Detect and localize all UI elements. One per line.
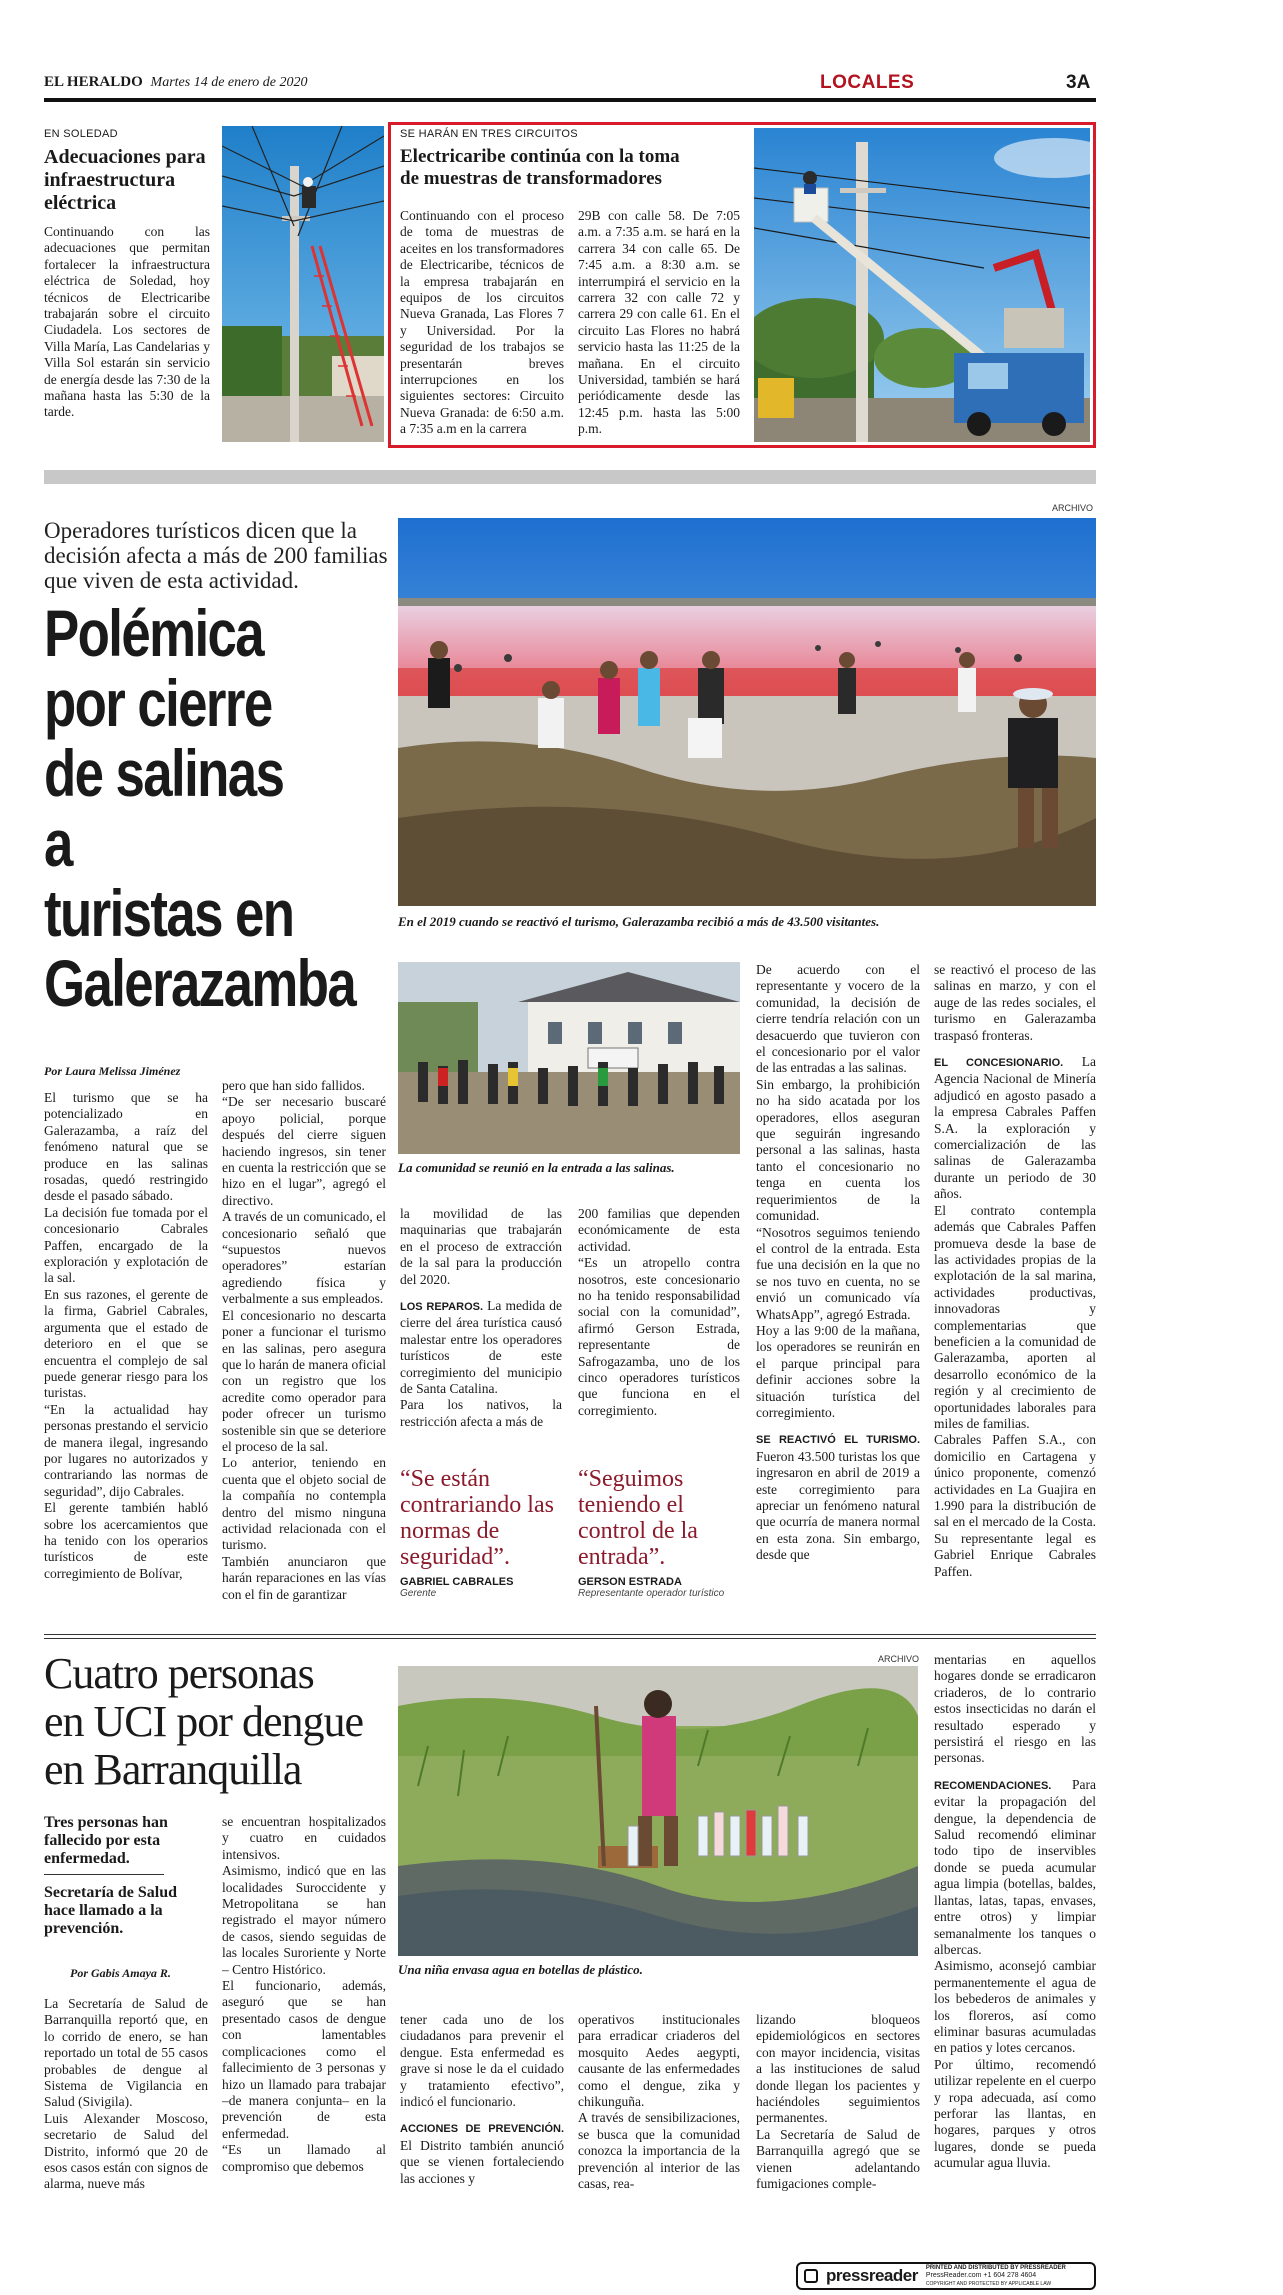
story4-col6b-text: Para evitar la propagación del dengue, la dependencia de Salud recomendó eliminar todo tipo de inservibles donde se pueda acumular agua limpia (botellas, baldes, llantas, latas, tapas, envases, entre otros) y limpiar semanalmente los tanques o albercas. Asimismo, aconsejó cambiar permanentemente el agua de los bebederos de animales y los floreros, así como eliminar basuras acumuladas en patios y lotes cercanos. Por último, recomendó utilizar repelente en el cuerpo y ropa adecuada, así como perforar las llantas, en hogares, parques y otros lugares, donde se pueda acumular agua lluvia.	[934, 1776, 1096, 2171]
story4-col5-text: lizando bloqueos epidemiológicos en sectores con mayor incidencia, visitas a las instituciones de salud donde llegan los pacientes y haciéndoles seguimientos permanentes. La Secretaría de Salud de Barranquilla agregó que se vienen adelantando fumigaciones comple-	[756, 2012, 920, 2192]
story3-col5-para	[756, 1431, 920, 1563]
pressreader-text	[926, 2264, 1066, 2288]
story2-photo	[754, 128, 1090, 442]
story4-col4	[578, 2012, 740, 2196]
quote1-name: GABRIEL CABRALES	[400, 1576, 514, 1588]
story3-col6-para	[934, 1054, 1096, 1580]
section-label: LOCALES	[820, 72, 915, 93]
story3-photo-credit: ARCHIVO	[1052, 503, 1094, 513]
water-bottles-photo	[398, 1666, 918, 1956]
story3-headline-line5: Galerazamba	[44, 946, 356, 1020]
story2-headline: Electricaribe continúa con la toma de muestras de transformadores	[400, 146, 680, 189]
story2-col2: 29B con calle 58. De 7:05 a.m. a 7:35 a.m. se hará en la carrera 34 con calle 65. De 7:45 a.m. a 8:30 a.m. se interrumpirá el servicio en la carrera 32 con calle 72 y carrera 29 con calle 61. En el circuito Las Flores no habrá servicio hasta las 11:25 de la mañana. En el circuito Universidad, también se hará periódicamente desde las 12:45 p.m. hasta las 5:00 p.m.	[578, 208, 740, 437]
story4-bullet2: Secretaría de Salud hace llamado a la prevención.	[44, 1884, 178, 1937]
story1-kicker: EN SOLEDAD	[44, 128, 118, 140]
pressreader-badge	[796, 2262, 1096, 2290]
quote2-role: Representante operador turístico	[578, 1588, 725, 1599]
page-number: 3A	[1066, 72, 1091, 93]
pressreader-line2: PressReader.com +1 604 278 4604	[925, 2272, 1037, 2279]
story3-col3-para	[400, 1298, 562, 1430]
story3-col3-lead: LOS REPAROS.	[400, 1301, 484, 1314]
story3-headline	[44, 598, 394, 1018]
story3-col5b-text: Fueron 43.500 turistas los que ingresaron en abril de 2019 a este corregimiento para apreciar un fenómeno natural que ocurría de manera normal en esta zona. Sin embargo, desde que	[756, 1448, 920, 1563]
story3-headline-line2: por cierre	[44, 666, 272, 740]
story3-col6-lead: EL CONCESIONARIO.	[934, 1057, 1064, 1070]
story4-col3-lead: ACCIONES DE PREVENCIÓN.	[400, 2123, 564, 2136]
story3-col1	[44, 1090, 208, 1602]
story4-col5	[756, 2012, 920, 2196]
story4-photo-credit: ARCHIVO	[878, 1654, 920, 1664]
story3-col6b-text: La Agencia Nacional de Minería adjudicó en agosto pasado a la empresa Cabrales Paffen S.A. la exploración y comercialización de las salinas de Galerazamba durante un periodo de 30 años. El contrato contempla además que Cabrales Paffen promueva desde la base de las actividades propias de la explotación de la sal marina, actividades productivas, innovadoras y complementarias que beneficien a la comunidad de Galerazamba, aporten al desarrollo económico de la región y al crecimiento de oportunidades laborales para miles de familias. Cabrales Paffen S.A., con domicilio en Cartagena y único proponente, comenzó actividades en La Guajira en 1.990 para la distribución de sal en el mercado de la Costa. Su representante legal es Gabriel Enrique Cabrales Paffen.	[934, 1054, 1096, 1579]
story3-main-caption: En el 2019 cuando se reactivó el turismo, Galerazamba recibió a más de 43.500 visitantes.	[398, 914, 880, 929]
story4-photo	[398, 1666, 918, 1956]
quote2-text: “Seguimos teniendo el control de la entrada”.	[578, 1466, 698, 1570]
story4-col4-text: operativos institucionales para erradicar criaderos del mosquito Aedes aegypti, causante de las enfermedades como el dengue, zika y chikunguña. A través de sensibilizaciones, se busca que la comunidad conozca la importancia de la prevención al interior de las casas, rea-	[578, 2012, 740, 2192]
story1-headline: Adecuaciones para infraestructura eléctrica	[44, 146, 206, 214]
story4-col1	[44, 1996, 208, 2196]
story-separator-2	[44, 1638, 1096, 1639]
story1-photo	[222, 126, 384, 442]
story3-small-photo	[398, 962, 740, 1154]
masthead-title: EL HERALDO	[44, 74, 143, 90]
story3-headline-line3: de salinas a	[44, 736, 284, 880]
pressreader-line3: COPYRIGHT AND PROTECTED BY APPLICABLE LAW	[925, 2281, 1052, 2287]
story2-col1: Continuando con el proceso de toma de muestras de aceites en los transformadores de Electricaribe, técnicos de la empresa trabajarán en equipos de los circuitos Nueva Granada, Las Flores 7 y Universidad. Por la seguridad de los trabajos se presentarán breves interrupciones en los siguientes sectores: Circuito Nueva Granada: de 6:50 a.m. a 7:35 a.m en la carrera	[400, 208, 564, 437]
story3-headline-line4: turistas en	[44, 876, 294, 950]
story4-col1-text: La Secretaría de Salud de Barranquilla reportó que, en lo corrido de enero, se han reportado un total de 55 casos probables de dengue al Sistema de Vigilancia en Salud (Sivigila). Luis Alexander Moscoso, secretario de Salud del Distrito, informó que 20 de esos casos están con signos de alarma, nueve más	[44, 1996, 208, 2192]
story4-bullet1: Tres personas han fallecido por esta enfermedad.	[44, 1814, 168, 1867]
story3-quote2	[578, 1466, 748, 1599]
story3-small-caption: La comunidad se reunió en la entrada a las salinas.	[398, 1160, 675, 1175]
utility-pole-photo	[222, 126, 384, 442]
masthead	[44, 74, 307, 91]
story4-headline	[44, 1650, 404, 1794]
story4-col6-lead: RECOMENDACIONES.	[934, 1779, 1052, 1792]
story2-kicker: SE HARÁN EN TRES CIRCUITOS	[400, 128, 578, 140]
story4-headline-line3: en Barranquilla	[44, 1745, 302, 1794]
story3-col6-text: se reactivó el proceso de las salinas en marzo, y con el auge de las redes sociales, el turismo en Galerazamba traspasó fronteras.	[934, 962, 1096, 1043]
story4-col2-text: se encuentran hospitalizados y cuatro en cuidados intensivos. Asimismo, indicó que en las localidades Suroccidente y Metropolitana se han registrado el mayor número de casos, siendo seguidas de las locales Suroriente y Norte – Centro Histórico. El funcionario, además, aseguró que se han presentado casos de dengue con lamentables complicaciones como el fallecimiento de 3 personas y hizo un llamado para trabajar –de manera conjunta– en la prevención de esta enfermedad. “Es un llamado al compromiso que debemos	[222, 1814, 386, 2174]
story4-caption: Una niña envasa agua en botellas de plástico.	[398, 1962, 643, 1977]
header-rule	[44, 98, 1096, 102]
salt-flats-photo	[398, 518, 1096, 906]
bucket-truck-photo	[754, 128, 1090, 442]
story3-col3-text: la movilidad de las maquinarias que trabajarán en el proceso de extracción de la sal para la producción del 2020.	[400, 1206, 562, 1287]
story4-col3b-text: El Distrito también anunció que se vienen fortaleciendo las acciones y	[400, 2137, 564, 2186]
story3-col1-text: El turismo que se ha potencializado en Galerazamba, a raíz del fenómeno natural que se produce en las salinas rosadas, quedó restringido desde el pasado sábado. La decisión fue tomada por el concesionario Cabrales Paffen, encargado de la exploración y explotación de la sal. En sus razones, el gerente de la firma, Gabriel Cabrales, argumenta que el estado de deterioro en el que se encuentra el complejo de sal puede generar riesgo para los turistas. “En la actualidad hay personas prestando el servicio de manera ilegal, ingresando por lugares no autorizados y contrariando las normas de seguridad”, dijo Cabrales. El gerente también habló sobre los acercamientos que ha tenido con los operarios turísticos de este corregimiento de Bolívar,	[44, 1090, 208, 1581]
story4-col6	[934, 1652, 1096, 2196]
story3-col3b-text: La medida de cierre del área turística causó malestar entre los operadores turísticos de este corregimiento del municipio de Santa Catalina. Para los nativos, la restricción afecta a más de	[400, 1298, 562, 1429]
story3-deck: Operadores turísticos dicen que la decisión afecta a más de 200 familias que viven de esta actividad.	[44, 518, 388, 593]
story4-headline-line2: en UCI por dengue	[44, 1697, 364, 1746]
story-separator	[44, 1634, 1096, 1635]
story3-headline-line1: Polémica	[44, 596, 264, 670]
community-meeting-photo	[398, 962, 740, 1154]
story3-col5-lead: SE REACTIVÓ EL TURISMO.	[756, 1434, 920, 1447]
story3-col3	[400, 1206, 562, 1446]
section-divider	[44, 470, 1096, 484]
pressreader-logo: pressreader	[826, 2266, 918, 2285]
story3-col2	[222, 1078, 386, 1602]
bullet-divider	[44, 1874, 164, 1875]
story3-main-photo	[398, 518, 1096, 906]
story4-col3-para	[400, 2120, 564, 2187]
quote1-text: “Se están contrariando las normas de seguridad”.	[400, 1466, 554, 1570]
story4-byline: Por Gabis Amaya R.	[70, 1966, 171, 1980]
story3-col5	[756, 962, 920, 1602]
story3-col4	[578, 1206, 740, 1446]
story3-col6	[934, 962, 1096, 1602]
story3-col5-text: De acuerdo con el representante y vocero de la comunidad, la decisión de cierre tendría relación con un desacuerdo que tuvieron con el concesionario por el valor de las entradas a las salinas. Sin embargo, la prohibición no ha sido acatada por los operadores, ellos aseguran que seguirán ingresando personal a las salinas, hasta tanto el concesionario no tenga en cuenta los requerimientos de la comunidad. “Nosotros seguimos teniendo el control de la entrada. Esta fue una decisión en la que no se nos tuvo en cuenta, no se envió un comunicado vía WhatsApp”, agregó Estrada. Hoy a las 9:00 de la mañana, los operadores se reunirán en el parque principal para definir acciones sobre la situación turística del corregimiento.	[756, 962, 920, 1420]
story3-col2-text: pero que han sido fallidos. “De ser necesario buscaré apoyo policial, porque después del cierre siguen haciendo ingresos, sin tener en cuenta la restricción que se hizo en el lugar”, agregó el directivo. A través de un comunicado, el concesionario señaló que “supuestos nuevos operadores” estarían agrediendo física y verbalmente a sus empleados. El concesionario no descarta poner a funcionar el turismo en las salinas, pero asegura que lo harán de manera oficial con un registro que los acredite como operador para poder ofrecer un turismo sostenible sin que se deteriore el proceso de la sal. Lo anterior, teniendo en cuenta que el objeto social de la compañía no contempla dentro del mismo ninguna actividad relacionada con el turismo. También anunciaron que harán reparaciones en las vías con el fin de garantizar	[222, 1078, 386, 1602]
pressreader-line1: PRINTED AND DISTRIBUTED BY PRESSREADER	[925, 2265, 1066, 2271]
pressreader-logo-icon	[804, 2269, 818, 2283]
story4-col6-text: mentarias en aquellos hogares donde se erradicaron criaderos, de lo contrario estos insecticidas no darán el resultado esperado y persistirá el riesgo en las personas.	[934, 1652, 1096, 1766]
story3-quote1	[400, 1466, 570, 1599]
story4-col3-text: tener cada uno de los ciudadanos para prevenir el dengue. Esta enfermedad es grave si nose le da el cuidado y tratamiento efectivo”, indicó el funcionario.	[400, 2012, 564, 2110]
story4-col6-para	[934, 1777, 1096, 2172]
story1-body: Continuando con las adecuaciones que permitan fortalecer la infraestructura eléctrica de Soledad, hoy técnicos de Electricaribe trabajarán sobre el circuito Ciudadela. Los sectores de Villa María, Las Candelarias y Villa Sol estarán sin servicio de energía desde las 7:30 de la mañana hasta las 5:30 de la tarde.	[44, 224, 210, 420]
story4-col3	[400, 2012, 564, 2196]
story4-headline-line1: Cuatro personas	[44, 1649, 314, 1698]
quote1-role: Gerente	[400, 1588, 437, 1599]
masthead-date: Martes 14 de enero de 2020	[150, 75, 308, 90]
story3-col4-text: 200 familias que dependen económicamente de esta actividad. “Es un atropello contra nosotros, este concesionario no ha tenido responsabilidad social con la comunidad”, afirmó Gerson Estrada, representante de Safrogazamba, uno de los cinco operadores turísticos que funciona en el corregimiento.	[578, 1206, 740, 1418]
story4-col2	[222, 1814, 386, 2196]
quote2-name: GERSON ESTRADA	[578, 1576, 682, 1588]
story3-byline: Por Laura Melissa Jiménez	[44, 1064, 181, 1078]
